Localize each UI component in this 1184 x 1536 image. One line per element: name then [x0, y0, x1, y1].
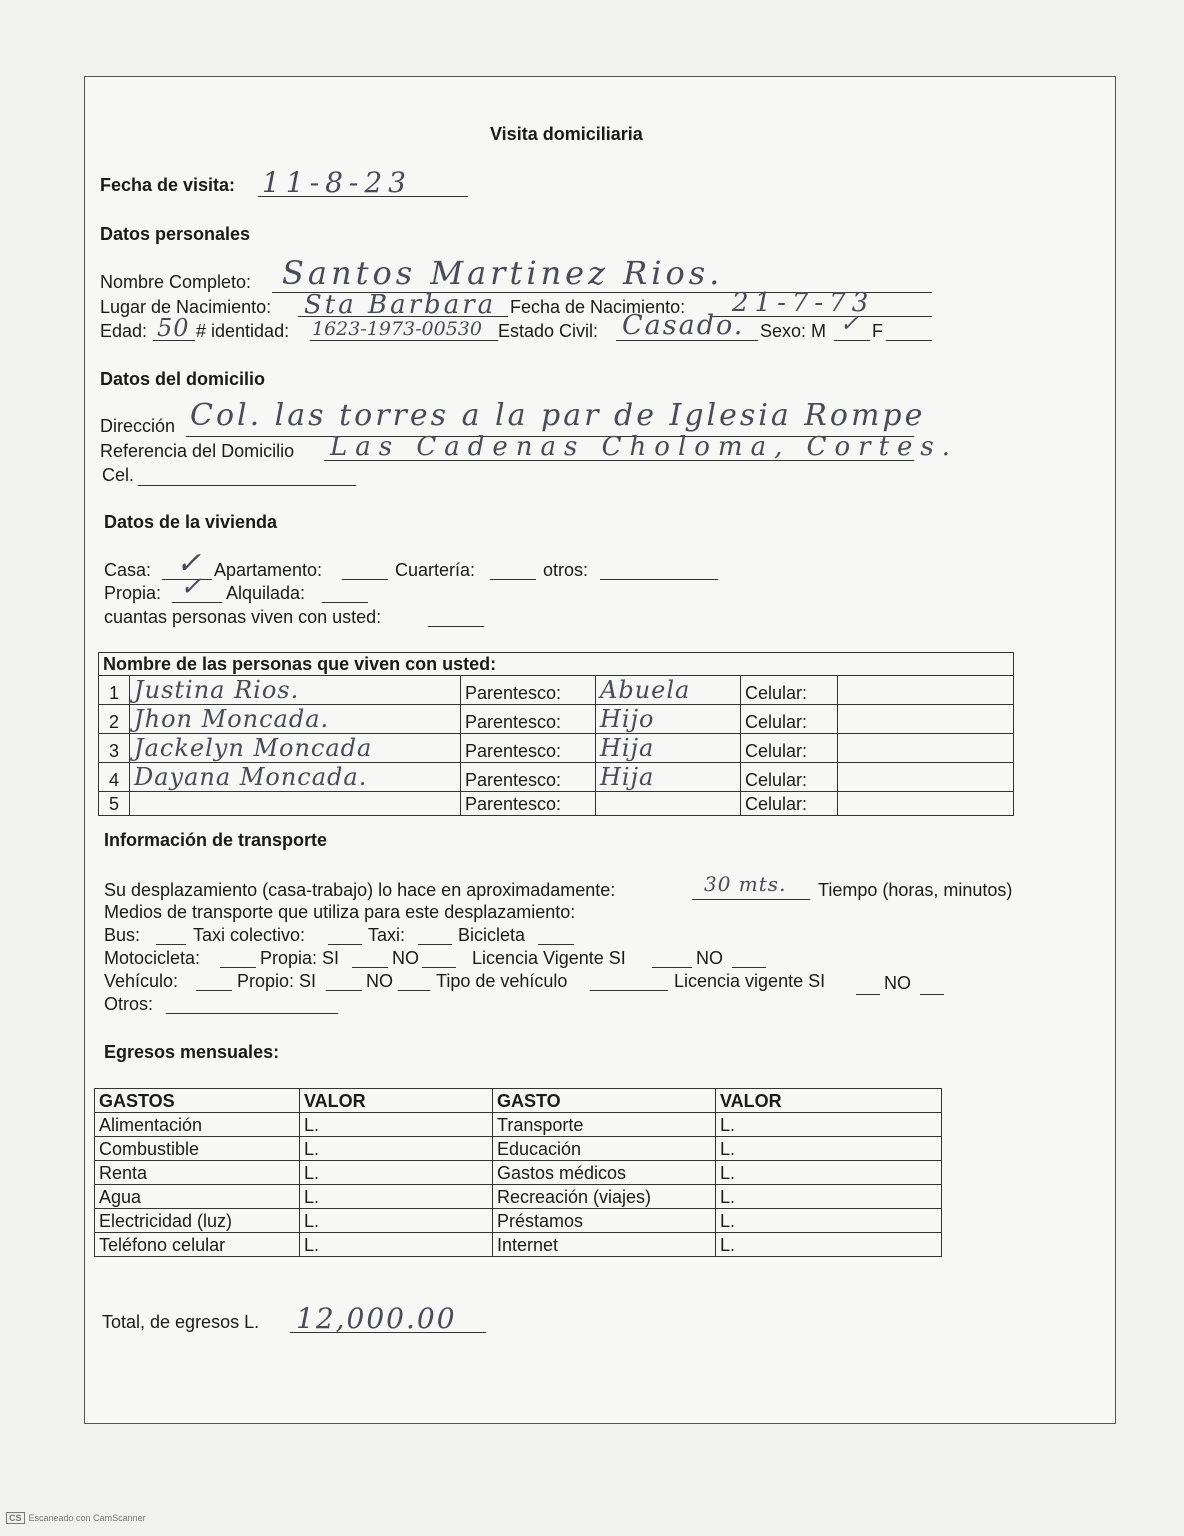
tipo-vehiculo-label: Tipo de vehículo: [436, 971, 568, 991]
person-relation: Abuela: [596, 676, 741, 705]
vehiculo-propio-si-line: [326, 990, 362, 991]
person-relation: Hijo: [596, 705, 741, 734]
scanner-text: Escaneado con CamScanner: [28, 1513, 146, 1523]
alquilada-line: [322, 602, 368, 603]
id-value: 1623-1973-00530: [312, 318, 482, 340]
cuantas-label: cuantas personas viven con usted:: [104, 607, 382, 627]
domicile-heading: Datos del domicilio: [100, 369, 266, 389]
moto-propia-label: Propia: SI: [260, 948, 340, 968]
name-label: Nombre Completo:: [100, 272, 252, 292]
birthplace-value: Sta Barbara: [304, 290, 497, 320]
table-row: 1 Justina Rios. Parentesco: Abuela Celular:: [99, 676, 1014, 705]
civil-label: Estado Civil:: [498, 321, 599, 341]
moto-licencia-si-line: [652, 967, 692, 968]
people-header: Nombre de las personas que viven con usted:: [99, 653, 1014, 676]
apartamento-label: Apartamento:: [214, 560, 323, 580]
vehiculo-propio-label: Propio: SI: [237, 971, 317, 991]
person-relation: [596, 792, 741, 816]
id-label: # identidad:: [196, 321, 290, 341]
transport-time-suffix: Tiempo (horas, minutos): [818, 880, 1013, 900]
cuarteria-label: Cuartería:: [395, 560, 476, 580]
camscanner-logo-icon: CS: [6, 1512, 25, 1524]
taxi-label: Taxi:: [368, 925, 406, 945]
age-value: 50: [157, 314, 190, 342]
propia-line: [172, 602, 222, 603]
reference-label: Referencia del Domicilio: [100, 441, 295, 461]
address-label: Dirección: [100, 416, 176, 436]
age-label: Edad:: [100, 321, 148, 341]
birthdate-label: Fecha de Nacimiento:: [510, 297, 686, 317]
transport-time-label: Su desplazamiento (casa-trabajo) lo hace en aproximadamente:: [104, 880, 616, 900]
total-value: 12,000.00: [296, 1302, 457, 1335]
civil-value: Casado.: [622, 310, 745, 341]
vehiculo-licencia-no-line: [920, 994, 944, 995]
people-table: [98, 652, 1014, 816]
table-row: 2 Jhon Moncada. Parentesco: Hijo Celular:: [99, 705, 1014, 734]
bicicleta-line: [538, 944, 574, 945]
birthdate-value: 21-7-73: [732, 288, 875, 318]
vehiculo-no-label: NO: [366, 971, 393, 991]
total-label: Total, de egresos L.: [102, 1312, 260, 1332]
transport-means-label: Medios de transporte que utiliza para este desplazamiento:: [104, 902, 576, 922]
person-relation: Hija: [596, 763, 741, 792]
moto-licencia-no-label: NO: [696, 948, 723, 968]
transport-time-line: [692, 899, 810, 900]
person-name: [130, 792, 461, 816]
sex-m-line: [834, 340, 870, 341]
bus-line: [156, 944, 186, 945]
transport-otros-label: Otros:: [104, 994, 154, 1014]
moto-no-line: [422, 967, 456, 968]
taxi-colectivo-line: [328, 944, 362, 945]
personal-heading: Datos personales: [100, 224, 251, 244]
col-gasto: GASTO: [493, 1089, 716, 1113]
cel-label: Cel.: [102, 465, 135, 485]
table-row: Renta L. Gastos médicos L.: [95, 1161, 942, 1185]
sex-label: Sexo: M: [760, 321, 827, 341]
cuantas-line: [428, 626, 484, 627]
col-gastos: GASTOS: [95, 1089, 300, 1113]
vehiculo-licencia-no-label: NO: [884, 973, 911, 993]
form-title: Visita domiciliaria: [490, 124, 643, 144]
scanner-footer: [6, 1512, 146, 1524]
vehiculo-licencia-label: Licencia vigente SI: [674, 971, 826, 991]
bus-label: Bus:: [104, 925, 141, 945]
transport-heading: Información de transporte: [104, 830, 328, 850]
vehiculo-label: Vehículo:: [104, 971, 179, 991]
address-value: Col. las torres a la par de Iglesia Rompe: [190, 398, 926, 433]
alquilada-label: Alquilada:: [226, 583, 306, 603]
cel-line: [138, 485, 356, 486]
transport-otros-line: [166, 1013, 338, 1014]
person-relation: Hija: [596, 734, 741, 763]
propia-label: Propia:: [104, 583, 162, 603]
table-row: 4 Dayana Moncada. Parentesco: Hija Celular:: [99, 763, 1014, 792]
tipo-vehiculo-line: [590, 990, 668, 991]
otros-line: [600, 579, 718, 580]
taxi-line: [418, 944, 452, 945]
vehiculo-licencia-si-line: [856, 994, 880, 995]
moto-no-label: NO: [392, 948, 419, 968]
motocicleta-line: [220, 967, 256, 968]
birthplace-label: Lugar de Nacimiento:: [100, 297, 272, 317]
table-row: Agua L. Recreación (viajes) L.: [95, 1185, 942, 1209]
id-line: [310, 340, 498, 341]
casa-check: ✓: [176, 546, 203, 581]
person-name: Dayana Moncada.: [130, 763, 461, 792]
reference-value: Las Cadenas Choloma, Cortes.: [330, 432, 959, 462]
col-valor-1: VALOR: [300, 1089, 493, 1113]
housing-heading: Datos de la vivienda: [104, 512, 278, 532]
vehiculo-no-line: [398, 990, 430, 991]
visit-date-label: Fecha de visita:: [100, 175, 236, 195]
vehiculo-line: [196, 990, 232, 991]
moto-propia-si-line: [352, 967, 388, 968]
casa-label: Casa:: [104, 560, 152, 580]
sex-f-label: F: [872, 321, 883, 341]
expenses-table: [94, 1088, 942, 1257]
propia-check: ✓: [180, 572, 203, 602]
moto-licencia-no-line: [732, 967, 766, 968]
person-name: Justina Rios.: [130, 676, 461, 705]
bicicleta-label: Bicicleta: [458, 925, 526, 945]
sex-f-line: [886, 340, 932, 341]
table-row: 5 Parentesco: Celular:: [99, 792, 1014, 816]
apartamento-line: [342, 579, 388, 580]
table-row: Electricidad (luz) L. Préstamos L.: [95, 1209, 942, 1233]
moto-licencia-label: Licencia Vigente SI: [472, 948, 626, 968]
table-row: Teléfono celular L. Internet L.: [95, 1233, 942, 1257]
person-name: Jhon Moncada.: [130, 705, 461, 734]
name-value: Santos Martinez Rios.: [282, 254, 724, 292]
visit-date-value: 11-8-23: [262, 166, 412, 199]
motocicleta-label: Motocicleta:: [104, 948, 201, 968]
cuarteria-line: [490, 579, 536, 580]
table-row: Alimentación L. Transporte L.: [95, 1113, 942, 1137]
sex-m-check: ✓: [840, 312, 860, 337]
otros-label: otros:: [543, 560, 589, 580]
transport-time-value: 30 mts.: [704, 872, 787, 896]
expenses-heading: Egresos mensuales:: [104, 1042, 280, 1062]
table-row: Combustible L. Educación L.: [95, 1137, 942, 1161]
table-row: 3 Jackelyn Moncada Parentesco: Hija Celular:: [99, 734, 1014, 763]
person-name: Jackelyn Moncada: [130, 734, 461, 763]
col-valor-2: VALOR: [716, 1089, 942, 1113]
taxi-colectivo-label: Taxi colectivo:: [193, 925, 306, 945]
